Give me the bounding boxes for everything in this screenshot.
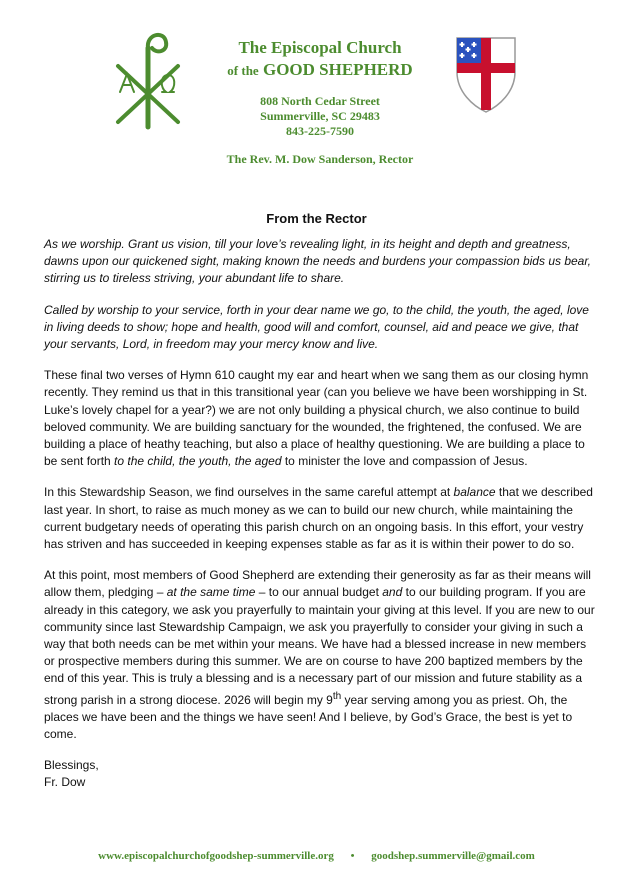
website-link[interactable]: www.episcopalchurchofgoodshep-summerville.org (98, 850, 334, 862)
church-name-prefix: of the (227, 63, 259, 78)
letter-body (44, 236, 596, 792)
separator-dot: • (350, 850, 355, 862)
church-name-good-shepherd: GOOD SHEPHERD (262, 60, 413, 79)
hymn-verse-1: As we worship. Grant us vision, till your love’s revealing light, in its height and depth and greatness, dawns upon our quickened sight, making known the needs and burdens your compassion bids us bear, stirring us to tireless striving, your abundant life to share. (44, 237, 592, 286)
footer (0, 850, 633, 862)
email-link[interactable]: goodshep.summerville@gmail.com (371, 850, 535, 862)
paragraph-hymn-reflection: These final two verses of Hymn 610 caught my ear and heart when we sang them as our closing hymn recently. They remind us that in this transitional year (can you believe we have been worshipping in St. Luke’s lovely chapel for a year?) we are not only building a physical church, we also continue to build beloved community. We are building sanctuary for the wounded, the frightened, the confused. We are building a place of heathy teaching, but also a place of healthy questioning. We are building a place to be sent forth to the child, the youth, the aged to minister the love and compassion of Jesus. (44, 368, 589, 469)
closing: Blessings, (44, 758, 99, 773)
city-state-zip: Summerville, SC 29483 (260, 109, 380, 123)
church-address (190, 94, 450, 139)
episcopal-shield-icon (455, 36, 517, 114)
phone-number: 843-225-7590 (286, 124, 354, 138)
church-name-line2 (190, 60, 450, 80)
paragraph-stewardship: In this Stewardship Season, we find ourselves in the same careful attempt at balance that we described last year. In short, to raise as much money as we can to build our new church, while maintaining the current budgetary needs of operating this parish church on an ongoing basis. In this effort, your vestry has striven and has succeeded in keeping expenses stable as far as it is within their power to do so. (44, 485, 593, 552)
chi-rho-alpha-omega-logo (108, 30, 188, 130)
page-title: From the Rector (266, 211, 367, 226)
church-name: The Episcopal Church (238, 38, 402, 57)
paragraph-giving: At this point, most members of Good Shepherd are extending their generosity as far as their means will allow them, pledging – at the same time – to our annual budget and to our building program. If you are already in this category, we ask you prayerfully to maintain your giving at this level. If you are new to our community since last Stewardship Campaign, we ask you prayerfully to consider your giving in such a way that both needs can be met within your means. We have had a blessed increase in new members or prospective members during this summer. We are on course to have 200 baptized members by the end of this year. This is truly a blessing and is a necessary part of our mission and future stability as a strong parish in a strong diocese. 2026 will begin my 9th year serving among you as priest. Oh, the places we have been and the things we have seen! And I believe, by God’s Grace, the best is yet to come. (44, 568, 595, 742)
signature: Fr. Dow (44, 775, 86, 790)
hymn-verse-2: Called by worship to your service, forth in your dear name we go, to the child, the youth, the aged, love in living deeds to show; hope and health, good will and comfort, counsel, aid and peace we give, that your servants, Lord, in freedom may your mercy know and live. (44, 302, 589, 352)
street-address: 808 North Cedar Street (260, 94, 380, 108)
rector-name: The Rev. M. Dow Sanderson, Rector (226, 152, 414, 166)
